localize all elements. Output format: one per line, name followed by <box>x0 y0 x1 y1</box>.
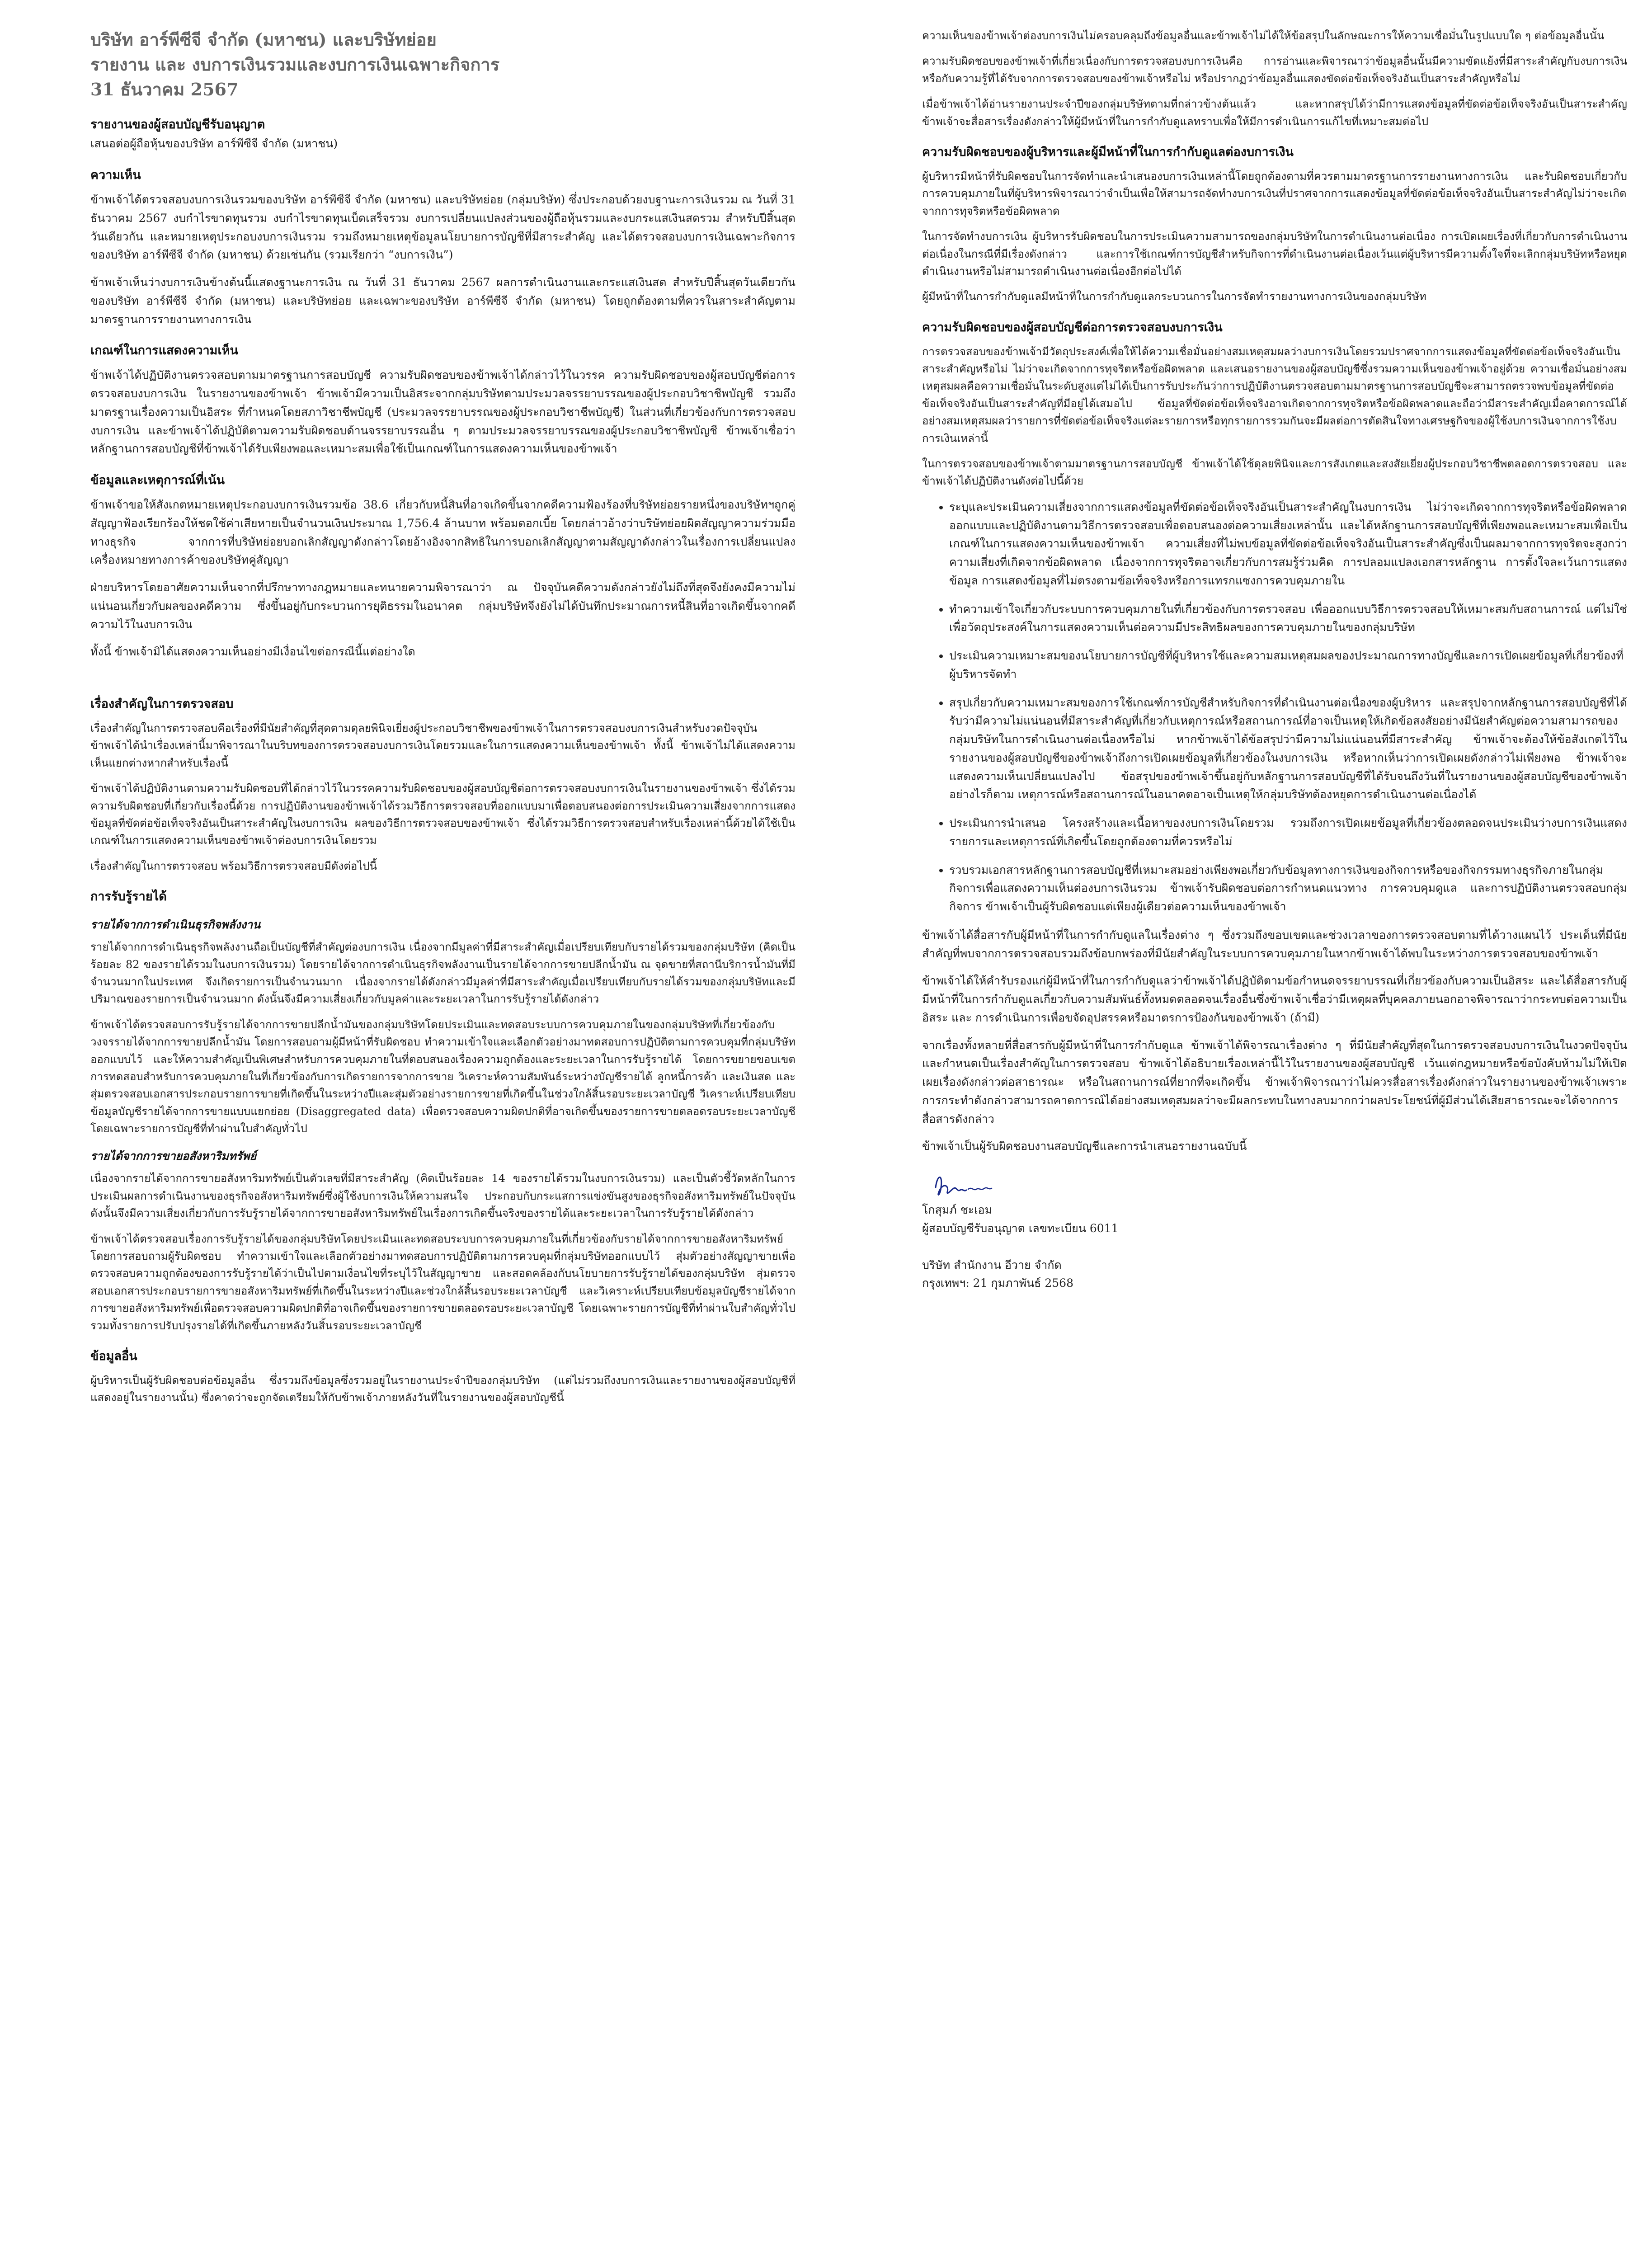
left-column <box>90 27 795 1415</box>
auditor-license: ผู้สอบบัญชีรับอนุญาต เลขทะเบียน 6011 <box>922 1221 1119 1235</box>
revenue-energy-paragraph-1: รายได้จากการดำเนินธุรกิจพลังงานถือเป็นบัญชีที่สำคัญต่องบการเงิน เนื่องจากมีมูลค่าที่มีสาระสำคัญเมื่อเปรียบเทียบกับรายได้รวมของกลุ่มบริษัท (คิดเป็นร้อยละ 82 ของรายได้รวมในงบการเงินรวม) โดยรายได้จากการดำเนินธุรกิจพลังงานเป็นรายได้จากการขายปลีกน้ำมัน ณ จุดขายที่สถานีบริการน้ำมันที่มีจำนวนมากในประเทศ จึงเกิดรายการเป็นจำนวนมาก เนื่องจากรายได้ดังกล่าวมีมูลค่าที่มีสาระสำคัญเมื่อเปรียบเทียบกับรายได้รวมของกลุ่มบริษัทและมีปริมาณของรายการเป็นจำนวนมาก ดังนั้นจึงมีความเสี่ยงเกี่ยวกับมูลค่าและระยะเวลาในการรับรู้รายได้ดังกล่าว <box>90 941 795 1006</box>
auditor-procedures-list <box>922 498 1627 916</box>
auditor-paragraph-2: ในการตรวจสอบของข้าพเจ้าตามมาตรฐานการสอบบัญชี ข้าพเจ้าได้ใช้ดุลยพินิจและการสังเกตและสงสัยเยี่ยงผู้ประกอบวิชาชีพตลอดการตรวจสอบ และข้าพเจ้าได้ปฏิบัติงานดังต่อไปนี้ด้วย <box>922 457 1627 488</box>
opinion-paragraph-2: ข้าพเจ้าเห็นว่างบการเงินข้างต้นนี้แสดงฐานะการเงิน ณ วันที่ 31 ธันวาคม 2567 ผลการดำเนินงานและกระแสเงินสด สำหรับปีสิ้นสุดวันเดียวกันของบริษัท อาร์พีซีจี จำกัด (มหาชน) และบริษัทย่อย และเฉพาะของบริษัท อาร์พีซีจี จำกัด (มหาชน) โดยถูกต้องตามที่ควรในสาระสำคัญตามมาตรฐานการรายงานทางการเงิน <box>90 276 795 326</box>
addressee: เสนอต่อผู้ถือหุ้นของบริษัท อาร์พีซีจี จำกัด (มหาชน) <box>90 137 338 151</box>
list-item: • ประเมินความเหมาะสมของนโยบายการบัญชีที่ผู้บริหารใช้และความสมเหตุสมผลของประมาณการทางบัญชีและการเปิดเผยข้อมูลที่เกี่ยวข้องที่ผู้บริหารจัดทำ <box>949 647 1627 684</box>
other-info-paragraph-4: เมื่อข้าพเจ้าได้อ่านรายงานประจำปีของกลุ่มบริษัทตามที่กล่าวข้างต้นแล้ว และหากสรุปได้ว่ามีการแสดงข้อมูลที่ขัดต่อข้อเท็จจริงอันเป็นสาระสำคัญ ข้าพเจ้าจะสื่อสารเรื่องดังกล่าวให้ผู้มีหน้าที่ในการกำกับดูแลทราบเพื่อให้มีการดำเนินการแก้ไขที่เหมาะสมต่อไป <box>922 98 1627 128</box>
revenue-energy-paragraph-2: ข้าพเจ้าได้ตรวจสอบการรับรู้รายได้จากการขายปลีกน้ำมันของกลุ่มบริษัทโดยประเมินและทดสอบระบบการควบคุมภายในของกลุ่มบริษัทที่เกี่ยวข้องกับวงจรรายได้จากการขายปลีกน้ำมัน โดยการสอบถามผู้มีหน้าที่รับผิดชอบ ทำความเข้าใจและเลือกตัวอย่างมาทดสอบการปฏิบัติตามการควบคุมที่กลุ่มบริษัทออกแบบไว้ และให้ความสำคัญเป็นพิเศษสำหรับการควบคุมภายในที่ตอบสนองเรื่องความถูกต้องและระยะเวลาในการรับรู้รายได้ โดยการขยายขอบเขตการทดสอบสำหรับการควบคุมภายในที่เกี่ยวข้องกับการเกิดรายการจากการขาย วิเคราะห์ความสัมพันธ์ระหว่างบัญชีรายได้ ลูกหนี้การค้า และเงินสด และสุ่มตรวจสอบเอกสารประกอบรายการขายที่เกิดขึ้นในระหว่างปีและสุ่มตัวอย่างรายการขายที่เกิดขึ้นในช่วงใกล้สิ้นรอบระยะเวลาบัญชี วิเคราะห์เปรียบเทียบข้อมูลบัญชีรายได้จากการขายแบบแยกย่อย (Disaggregated data) เพื่อตรวจสอบความผิดปกติที่อาจเกิดขึ้นของรายการขายตลอดรอบระยะเวลาบัญชี โดยเฉพาะรายการบัญชีที่ทำผ่านใบสำคัญทั่วไป <box>90 1018 795 1135</box>
signature-block <box>922 1169 1627 1293</box>
kam-heading: เรื่องสำคัญในการตรวจสอบ <box>90 697 234 711</box>
list-item: • ระบุและประเมินความเสี่ยงจากการแสดงข้อมูลที่ขัดต่อข้อเท็จจริงอันเป็นสาระสำคัญในงบการเงิน ไม่ว่าจะเกิดจากการทุจริตหรือข้อผิดพลาด ออกแบบและปฏิบัติงานตามวิธีการตรวจสอบเพื่อตอบสนองต่อความเสี่ยงเหล่านั้น และได้หลักฐานการสอบบัญชีที่เพียงพอและเหมาะสมเพื่อเป็นเกณฑ์ในการแสดงความเห็นของข้าพเจ้า ความเสี่ยงที่ไม่พบข้อมูลที่ขัดต่อข้อเท็จจริงอันเป็นสาระสำคัญซึ่งเป็นผลมาจากการทุจริตจะสูงกว่าความเสี่ยงที่เกิดจากข้อผิดพลาด เนื่องจากการทุจริตอาจเกี่ยวกับการสมรู้ร่วมคิด การปลอมแปลงเอกสารหลักฐาน การตั้งใจละเว้นการแสดงข้อมูล การแสดงข้อมูลที่ไม่ตรงตามข้อเท็จจริงหรือการแทรกแซงการควบคุมภายใน <box>949 498 1627 590</box>
basis-heading: เกณฑ์ในการแสดงความเห็น <box>90 344 238 358</box>
opinion-paragraph-1: ข้าพเจ้าได้ตรวจสอบงบการเงินรวมของบริษัท อาร์พีซีจี จำกัด (มหาชน) และบริษัทย่อย (กลุ่มบริษัท) ซึ่งประกอบด้วยงบฐานะการเงินรวม ณ วันที่ 31 ธันวาคม 2567 งบกำไรขาดทุนรวม งบกำไรขาดทุนเบ็ดเสร็จรวม งบการเปลี่ยนแปลงส่วนของผู้ถือหุ้นรวมและงบกระแสเงินสดรวม สำหรับปีสิ้นสุดวันเดียวกัน และหมายเหตุประกอบงบการเงินรวม รวมถึงหมายเหตุข้อมูลนโยบายการบัญชีที่มีสาระสำคัญ และได้ตรวจสอบงบการเงินเฉพาะกิจการของบริษัท อาร์พีซีจี จำกัด (มหาชน) ด้วยเช่นกัน (รวมเรียกว่า “งบการเงิน”) <box>90 193 795 262</box>
emphasis-paragraph-2: ฝ่ายบริหารโดยอาศัยความเห็นจากที่ปรึกษาทางกฎหมายและทนายความพิจารณาว่า ณ ปัจจุบันคดีความดังกล่าวยังไม่ถึงที่สุดจึงยังคงมีความไม่แน่นอนเกี่ยวกับผลของคดีความ ซึ่งขึ้นอยู่กับกระบวนการยุติธรรมในอนาคต กลุ่มบริษัทจึงยังไม่ได้บันทึกประมาณการหนี้สินที่อาจเกิดขึ้นจากคดีความไว้ในงบการเงิน <box>90 581 795 631</box>
other-info-heading: ข้อมูลอื่น <box>90 1349 137 1363</box>
opinion-heading: ความเห็น <box>90 168 141 183</box>
auditor-paragraph-1: การตรวจสอบของข้าพเจ้ามีวัตถุประสงค์เพื่อให้ได้ความเชื่อมั่นอย่างสมเหตุสมผลว่างบการเงินโดยรวมปราศจากการแสดงข้อมูลที่ขัดต่อข้อเท็จจริงอันเป็นสาระสำคัญหรือไม่ ไม่ว่าจะเกิดจากการทุจริตหรือข้อผิดพลาด และเสนอรายงานของผู้สอบบัญชีซึ่งรวมความเห็นของข้าพเจ้าอยู่ด้วย ความเชื่อมั่นอย่างสมเหตุสมผลคือความเชื่อมั่นในระดับสูงแต่ไม่ได้เป็นการรับประกันว่าการปฏิบัติงานตรวจสอบตามมาตรฐานการสอบบัญชีจะสามารถตรวจพบข้อมูลที่ขัดต่อข้อเท็จจริงอันเป็นสาระสำคัญที่มีอยู่ได้เสมอไป ข้อมูลที่ขัดต่อข้อเท็จจริงอาจเกิดจากการทุจริตหรือข้อผิดพลาดและถือว่ามีสาระสำคัญเมื่อคาดการณ์ได้อย่างสมเหตุสมผลว่ารายการที่ขัดต่อข้อเท็จจริงแต่ละรายการหรือทุกรายการรวมกันจะมีผลต่อการตัดสินใจทางเศรษฐกิจของผู้ใช้งบการเงินจากการใช้งบการเงินเหล่านี้ <box>922 345 1627 445</box>
list-item: • สรุปเกี่ยวกับความเหมาะสมของการใช้เกณฑ์การบัญชีสำหรับกิจการที่ดำเนินงานต่อเนื่องของผู้บริหาร และสรุปจากหลักฐานการสอบบัญชีที่ได้รับว่ามีความไม่แน่นอนที่มีสาระสำคัญที่เกี่ยวกับเหตุการณ์หรือสถานการณ์ที่อาจเป็นเหตุให้เกิดข้อสงสัยอย่างมีนัยสำคัญต่อความสามารถของกลุ่มบริษัทในการดำเนินงานต่อเนื่องหรือไม่ หากข้าพเจ้าได้ข้อสรุปว่ามีความไม่แน่นอนที่มีสาระสำคัญ ข้าพเจ้าจะต้องให้ข้อสังเกตไว้ในรายงานของผู้สอบบัญชีของข้าพเจ้าถึงการเปิดเผยข้อมูลที่เกี่ยวข้องในงบการเงิน หรือหากเห็นว่าการเปิดเผยดังกล่าวไม่เพียงพอ ข้าพเจ้าจะแสดงความเห็นเปลี่ยนแปลงไป ข้อสรุปของข้าพเจ้าขึ้นอยู่กับหลักฐานการสอบบัญชีที่ได้รับจนถึงวันที่ในรายงานของผู้สอบบัญชีของข้าพเจ้า อย่างไรก็ตาม เหตุการณ์หรือสถานการณ์ในอนาคตอาจเป็นเหตุให้กลุ่มบริษัทต้องหยุดการดำเนินงานต่อเนื่องได้ <box>949 694 1627 805</box>
audit-firm: บริษัท สำนักงาน อีวาย จำกัด <box>922 1258 1062 1271</box>
auditor-paragraph-3: ข้าพเจ้าได้สื่อสารกับผู้มีหน้าที่ในการกำกับดูแลในเรื่องต่าง ๆ ซึ่งรวมถึงขอบเขตและช่วงเวลาของการตรวจสอบตามที่ได้วางแผนไว้ ประเด็นที่มีนัยสำคัญที่พบจากการตรวจสอบรวมถึงข้อบกพร่องที่มีนัยสำคัญในระบบการควบคุมภายในหากข้าพเจ้าได้พบในระหว่างการตรวจสอบของข้าพเจ้า <box>922 928 1627 960</box>
auditor-paragraph-6: ข้าพเจ้าเป็นผู้รับผิดชอบงานสอบบัญชีและการนำเสนอรายงานฉบับนี้ <box>922 1139 1247 1153</box>
right-column <box>922 27 1627 1293</box>
report-date: 31 ธันวาคม 2567 <box>90 79 239 100</box>
list-item: • ทำความเข้าใจเกี่ยวกับระบบการควบคุมภายในที่เกี่ยวข้องกับการตรวจสอบ เพื่อออกแบบวิธีการตรวจสอบให้เหมาะสมกับสถานการณ์ แต่ไม่ใช่เพื่อวัตถุประสงค์ในการแสดงความเห็นต่อความมีประสิทธิผลของการควบคุมภายในของกลุ่มบริษัท <box>949 600 1627 637</box>
kam-paragraph-1: เรื่องสำคัญในการตรวจสอบคือเรื่องที่มีนัยสำคัญที่สุดตามดุลยพินิจเยี่ยงผู้ประกอบวิชาชีพของข้าพเจ้าในการตรวจสอบงบการเงินสำหรับงวดปัจจุบัน ข้าพเจ้าได้นำเรื่องเหล่านี้มาพิจารณาในบริบทของการตรวจสอบงบการเงินโดยรวมและในการแสดงความเห็นของข้าพเจ้า ทั้งนี้ ข้าพเจ้าไม่ได้แสดงความเห็นแยกต่างหากสำหรับเรื่องนี้ <box>90 722 795 769</box>
report-title-line: รายงาน และ งบการเงินรวมและงบการเงินเฉพาะกิจการ <box>90 54 500 75</box>
revenue-realestate-paragraph-2: ข้าพเจ้าได้ตรวจสอบเรื่องการรับรู้รายได้ของกลุ่มบริษัทโดยประเมินและทดสอบระบบการควบคุมภายในที่เกี่ยวข้องกับรายได้จากการขายอสังหาริมทรัพย์ โดยการสอบถามผู้รับผิดชอบ ทำความเข้าใจและเลือกตัวอย่างมาทดสอบการปฏิบัติตามการควบคุมที่กลุ่มบริษัทออกแบบไว้ สุ่มตัวอย่างสัญญาขายเพื่อตรวจสอบความถูกต้องของการรับรู้รายได้ว่าเป็นไปตามเงื่อนไขที่ระบุไว้ในสัญญาขาย และสอดคล้องกับนโยบายการรับรู้รายได้ของกลุ่มบริษัท สุ่มตรวจสอบเอกสารประกอบรายการขายอสังหาริมทรัพย์ที่เกิดขึ้นในระหว่างปีและช่วงใกล้สิ้นรอบระยะเวลาบัญชี และวิเคราะห์เปรียบเทียบข้อมูลบัญชีรายได้จากการขายอสังหาริมทรัพย์เพื่อตรวจสอบความผิดปกติที่อาจเกิดขึ้นของรายการขายตลอดรอบระยะเวลาบัญชี โดยเฉพาะรายการบัญชีที่ทำผ่านใบสำคัญทั่วไป รวมทั้งรายการปรับปรุงรายได้ที่เกิดขึ้นภายหลังวันสิ้นรอบระยะเวลาบัญชี <box>90 1232 795 1332</box>
signature-image <box>931 1169 994 1201</box>
revenue-realestate-paragraph-1: เนื่องจากรายได้จากการขายอสังหาริมทรัพย์เป็นตัวเลขที่มีสาระสำคัญ (คิดเป็นร้อยละ 14 ของรายได้รวมในงบการเงินรวม) และเป็นตัวชี้วัดหลักในการประเมินผลการดำเนินงานของธุรกิจอสังหาริมทรัพย์ซึ่งผู้ใช้งบการเงินให้ความสนใจ ประกอบกับกระแสการแข่งขันสูงของธุรกิจอสังหาริมทรัพย์ในปัจจุบัน ดังนั้นจึงมีความเสี่ยงเกี่ยวกับการรับรู้รายได้จากการขายอสังหาริมทรัพย์ในเรื่องการเกิดขึ้นจริงของรายได้และระยะเวลาในการรับรู้รายได้ดังกล่าว <box>90 1172 795 1220</box>
auditor-paragraph-4: ข้าพเจ้าได้ให้คำรับรองแก่ผู้มีหน้าที่ในการกำกับดูแลว่าข้าพเจ้าได้ปฏิบัติตามข้อกำหนดจรรยาบรรณที่เกี่ยวข้องกับความเป็นอิสระ และได้สื่อสารกับผู้มีหน้าที่ในการกำกับดูแลเกี่ยวกับความสัมพันธ์ทั้งหมดตลอดจนเรื่องอื่นซึ่งข้าพเจ้าเชื่อว่ามีเหตุผลที่บุคคลภายนอกอาจพิจารณาว่ากระทบต่อความเป็นอิสระ และ การดำเนินการเพื่อขจัดอุปสรรคหรือมาตรการป้องกันของข้าพเจ้า (ถ้ามี) <box>922 974 1627 1024</box>
list-item: • รวบรวมเอกสารหลักฐานการสอบบัญชีที่เหมาะสมอย่างเพียงพอเกี่ยวกับข้อมูลทางการเงินของกิจการหรือของกิจกรรมทางธุรกิจภายในกลุ่มกิจการเพื่อแสดงความเห็นต่องบการเงินรวม ข้าพเจ้ารับผิดชอบต่อการกำหนดแนวทาง การควบคุมดูแล และการปฏิบัติงานตรวจสอบกลุ่มกิจการ ข้าพเจ้าเป็นผู้รับผิดชอบแต่เพียงผู้เดียวต่อความเห็นของข้าพเจ้า <box>949 861 1627 916</box>
mgmt-paragraph-2: ในการจัดทำงบการเงิน ผู้บริหารรับผิดชอบในการประเมินความสามารถของกลุ่มบริษัทในการดำเนินงานต่อเนื่อง การเปิดเผยเรื่องที่เกี่ยวกับการดำเนินงานต่อเนื่องในกรณีที่มีเรื่องดังกล่าว และการใช้เกณฑ์การบัญชีสำหรับกิจการที่ดำเนินงานต่อเนื่องเว้นแต่ผู้บริหารมีความตั้งใจที่จะเลิกกลุ่มบริษัทหรือหยุดดำเนินงานหรือไม่สามารถดำเนินงานต่อเนื่องอีกต่อไปได้ <box>922 230 1627 278</box>
revenue-heading: การรับรู้รายได้ <box>90 890 167 904</box>
mgmt-paragraph-3: ผู้มีหน้าที่ในการกำกับดูแลมีหน้าที่ในการกำกับดูแลกระบวนการในการจัดทำรายงานทางการเงินของกลุ่มบริษัท <box>922 290 1426 303</box>
list-item: • ประเมินการนำเสนอ โครงสร้างและเนื้อหาของงบการเงินโดยรวม รวมถึงการเปิดเผยข้อมูลที่เกี่ยวข้องตลอดจนประเมินว่างบการเงินแสดงรายการและเหตุการณ์ที่เกิดขึ้นโดยถูกต้องตามที่ควรหรือไม่ <box>949 814 1627 851</box>
other-info-paragraph-3: ความรับผิดชอบของข้าพเจ้าที่เกี่ยวเนื่องกับการตรวจสอบงบการเงินคือ การอ่านและพิจารณาว่าข้อมูลอื่นนั้นมีความขัดแย้งที่มีสาระสำคัญกับงบการเงินหรือกับความรู้ที่ได้รับจากการตรวจสอบของข้าพเจ้าหรือไม่ หรือปรากฏว่าข้อมูลอื่นแสดงขัดต่อข้อเท็จจริงอันเป็นสาระสำคัญหรือไม่ <box>922 55 1627 85</box>
auditor-report-heading: รายงานของผู้สอบบัญชีรับอนุญาต <box>90 118 265 132</box>
kam-paragraph-3: เรื่องสำคัญในการตรวจสอบ พร้อมวิธีการตรวจสอบมีดังต่อไปนี้ <box>90 859 377 872</box>
basis-paragraph: ข้าพเจ้าได้ปฏิบัติงานตรวจสอบตามมาตรฐานการสอบบัญชี ความรับผิดชอบของข้าพเจ้าได้กล่าวไว้ในวรรค ความรับผิดชอบของผู้สอบบัญชีต่อการตรวจสอบงบการเงิน ในรายงานของข้าพเจ้า ข้าพเจ้ามีความเป็นอิสระจากกลุ่มบริษัทตามประมวลจรรยาบรรณของผู้ประกอบวิชาชีพบัญชี รวมถึงมาตรฐานเรื่องความเป็นอิสระ ที่กำหนดโดยสภาวิชาชีพบัญชี (ประมวลจรรยาบรรณของผู้ประกอบวิชาชีพบัญชี) ในส่วนที่เกี่ยวข้องกับการตรวจสอบงบการเงิน และข้าพเจ้าได้ปฏิบัติตามความรับผิดชอบด้านจรรยาบรรณอื่น ๆ ตามประมวลจรรยาบรรณของผู้ประกอบวิชาชีพบัญชี ข้าพเจ้าเชื่อว่าหลักฐานการสอบบัญชีที่ข้าพเจ้าได้รับเพียงพอและเหมาะสมเพื่อใช้เป็นเกณฑ์ในการแสดงความเห็นของข้าพเจ้า <box>90 368 795 456</box>
revenue-energy-subheading: รายได้จากการดำเนินธุรกิจพลังงาน <box>90 918 261 932</box>
kam-paragraph-2: ข้าพเจ้าได้ปฏิบัติงานตามความรับผิดชอบที่ได้กล่าวไว้ในวรรคความรับผิดชอบของผู้สอบบัญชีต่อการตรวจสอบงบการเงินในรายงานของข้าพเจ้า ซึ่งได้รวมความรับผิดชอบที่เกี่ยวกับเรื่องนี้ด้วย การปฏิบัติงานของข้าพเจ้าได้รวมวิธีการตรวจสอบที่ออกแบบมาเพื่อตอบสนองต่อการประเมินความเสี่ยงจากการแสดงข้อมูลที่ขัดต่อข้อเท็จจริงอันเป็นสาระสำคัญในงบการเงิน ผลของวิธีการตรวจสอบของข้าพเจ้า ซึ่งได้รวมวิธีการตรวจสอบสำหรับเรื่องเหล่านี้ด้วยได้ใช้เป็นเกณฑ์ในการแสดงความเห็นของข้าพเจ้าต่องบการเงินโดยรวม <box>90 782 795 847</box>
mgmt-paragraph-1: ผู้บริหารมีหน้าที่รับผิดชอบในการจัดทำและนำเสนองบการเงินเหล่านี้โดยถูกต้องตามที่ควรตามมาตรฐานการรายงานทางการเงิน และรับผิดชอบเกี่ยวกับการควบคุมภายในที่ผู้บริหารพิจารณาว่าจำเป็นเพื่อให้สามารถจัดทำงบการเงินที่ปราศจากการแสดงข้อมูลที่ขัดต่อข้อเท็จจริงอันเป็นสาระสำคัญไม่ว่าจะเกิดจากการทุจริตหรือข้อผิดพลาด <box>922 170 1627 217</box>
report-place-date: กรุงเทพฯ: 21 กุมภาพันธ์ 2568 <box>922 1276 1073 1290</box>
auditor-paragraph-5: จากเรื่องทั้งหลายที่สื่อสารกับผู้มีหน้าที่ในการกำกับดูแล ข้าพเจ้าได้พิจารณาเรื่องต่าง ๆ ที่มีนัยสำคัญที่สุดในการตรวจสอบงบการเงินในงวดปัจจุบันและกำหนดเป็นเรื่องสำคัญในการตรวจสอบ ข้าพเจ้าได้อธิบายเรื่องเหล่านี้ไว้ในรายงานของผู้สอบบัญชี เว้นแต่กฎหมายหรือข้อบังคับห้ามไม่ให้เปิดเผยเรื่องดังกล่าวต่อสาธารณะ หรือในสถานการณ์ที่ยากที่จะเกิดขึ้น ข้าพเจ้าพิจารณาว่าไม่ควรสื่อสารเรื่องดังกล่าวในรายงานของข้าพเจ้าเพราะการกระทำดังกล่าวสามารถคาดการณ์ได้อย่างสมเหตุสมผลว่าจะมีผลกระทบในทางลบมากกว่าผลประโยชน์ที่ผู้มีส่วนได้เสียสาธารณะจะได้จากการสื่อสารดังกล่าว <box>922 1038 1627 1125</box>
other-info-paragraph-2: ความเห็นของข้าพเจ้าต่องบการเงินไม่ครอบคลุมถึงข้อมูลอื่นและข้าพเจ้าไม่ได้ให้ข้อสรุปในลักษณะการให้ความเชื่อมั่นในรูปแบบใด ๆ ต่อข้อมูลอื่นนั้น <box>922 29 1605 42</box>
mgmt-heading: ความรับผิดชอบของผู้บริหารและผู้มีหน้าที่ในการกำกับดูแลต่องบการเงิน <box>922 145 1294 159</box>
auditor-name: โกสุมภ์ ชะเอม <box>922 1203 993 1217</box>
other-info-paragraph-1: ผู้บริหารเป็นผู้รับผิดชอบต่อข้อมูลอื่น ซึ่งรวมถึงข้อมูลซึ่งรวมอยู่ในรายงานประจำปีของกลุ่มบริษัท (แต่ไม่รวมถึงงบการเงินและรายงานของผู้สอบบัญชีที่แสดงอยู่ในรายงานนั้น) ซึ่งคาดว่าจะถูกจัดเตรียมให้กับข้าพเจ้าภายหลังวันที่ในรายงานของผู้สอบบัญชีนี้ <box>90 1374 795 1404</box>
auditor-responsibility-heading: ความรับผิดชอบของผู้สอบบัญชีต่อการตรวจสอบงบการเงิน <box>922 320 1223 334</box>
emphasis-paragraph-3: ทั้งนี้ ข้าพเจ้ามิได้แสดงความเห็นอย่างมีเงื่อนไขต่อกรณีนี้แต่อย่างใด <box>90 645 415 659</box>
company-title: บริษัท อาร์พีซีจี จำกัด (มหาชน) และบริษัทย่อย <box>90 29 437 50</box>
emphasis-heading: ข้อมูลและเหตุการณ์ที่เน้น <box>90 473 225 488</box>
revenue-realestate-subheading: รายได้จากการขายอสังหาริมทรัพย์ <box>90 1149 257 1163</box>
emphasis-paragraph-1: ข้าพเจ้าขอให้สังเกตหมายเหตุประกอบงบการเงินรวมข้อ 38.6 เกี่ยวกับหนี้สินที่อาจเกิดขึ้นจากคดีความฟ้องร้องที่บริษัทย่อยรายหนึ่งของบริษัทฯถูกคู่สัญญาฟ้องเรียกร้องให้ชดใช้ค่าเสียหายเป็นจำนวนเงินประมาณ 1,756.4 ล้านบาท พร้อมดอกเบี้ย โดยกล่าวอ้างว่าบริษัทย่อยผิดสัญญาความร่วมมือทางธุรกิจ จากการที่บริษัทย่อยบอกเลิกสัญญาดังกล่าวโดยอ้างอิงจากสิทธิในการบอกเลิกสัญญาตามสัญญาดังกล่าวในเรื่องการเปลี่ยนแปลงเครื่องหมายทางการค้าของบริษัทคู่สัญญา <box>90 498 795 567</box>
